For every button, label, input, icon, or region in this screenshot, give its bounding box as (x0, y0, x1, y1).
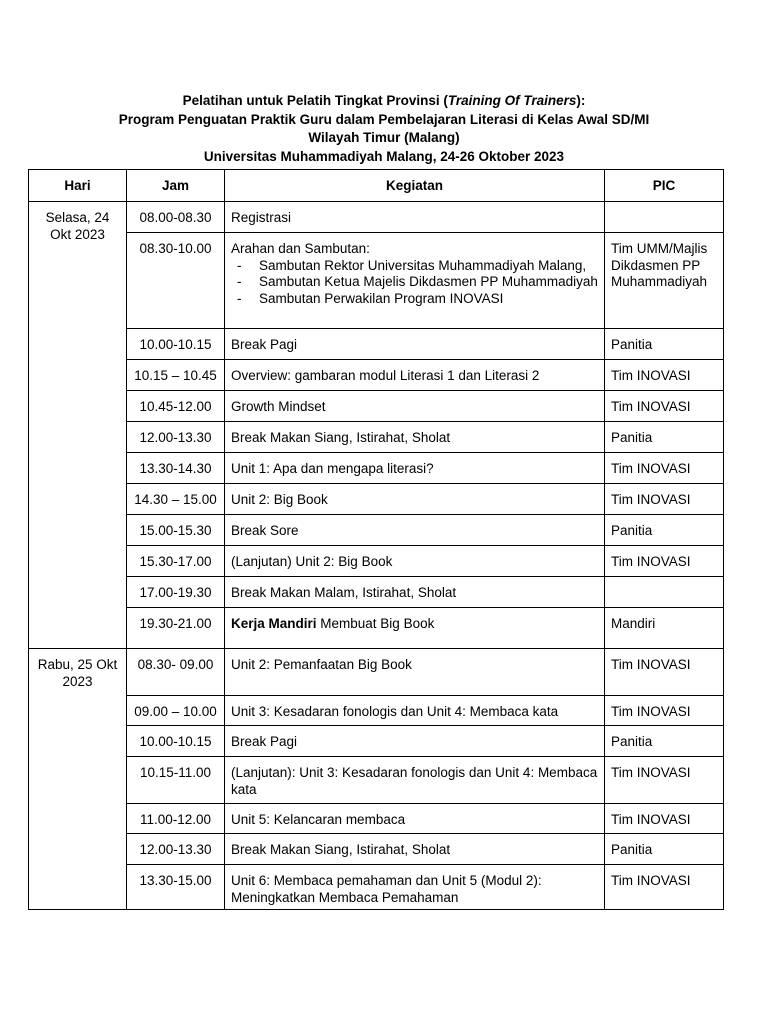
title-italic: Training Of Trainers (447, 93, 577, 108)
time-cell: 19.30-21.00 (127, 608, 225, 649)
time-cell: 15.30-17.00 (127, 546, 225, 577)
table-row (29, 726, 724, 757)
table-row (29, 696, 724, 726)
time-cell: 13.30-15.00 (127, 865, 225, 910)
activity-cell: Growth Mindset (225, 391, 605, 422)
time-cell: 10.00-10.15 (127, 726, 225, 757)
time-cell: 08.00-08.30 (127, 202, 225, 233)
pic-cell: Tim INOVASI (605, 696, 724, 726)
table-row (29, 360, 724, 391)
activity-cell: (Lanjutan) Unit 2: Big Book (225, 546, 605, 577)
time-cell: 13.30-14.30 (127, 453, 225, 484)
pic-cell: Mandiri (605, 608, 724, 649)
activity-cell: Unit 2: Big Book (225, 484, 605, 515)
activity-cell: Unit 3: Kesadaran fonologis dan Unit 4: Membaca kata (225, 696, 605, 726)
time-cell: 08.30- 09.00 (127, 649, 225, 696)
pic-cell: Tim INOVASI (605, 360, 724, 391)
time-cell: 09.00 – 10.00 (127, 696, 225, 726)
time-cell: 10.45-12.00 (127, 391, 225, 422)
col-header-jam: Jam (127, 170, 225, 202)
table-row (29, 233, 724, 329)
activity-cell: Break Pagi (225, 329, 605, 360)
table-row (29, 202, 724, 233)
table-header-row (29, 170, 724, 202)
activity-heading: Arahan dan Sambutan: (231, 241, 370, 256)
activity-cell: Unit 6: Membaca pemahaman dan Unit 5 (Modul 2): Meningkatkan Membaca Pemahaman (225, 865, 605, 910)
activity-cell (225, 233, 605, 329)
table-row (29, 391, 724, 422)
time-cell: 12.00-13.30 (127, 422, 225, 453)
title-line-1: Pelatihan untuk Pelatih Tingkat Provinsi (Training Of Trainers): (182, 93, 586, 108)
pic-cell: Panitia (605, 726, 724, 757)
col-header-pic: PIC (605, 170, 724, 202)
day-cell: Rabu, 25 Okt 2023 (29, 649, 127, 910)
pic-cell (605, 577, 724, 608)
table-row (29, 804, 724, 834)
day-cell: Selasa, 24 Okt 2023 (29, 202, 127, 649)
table-row (29, 577, 724, 608)
pic-cell: Tim INOVASI (605, 453, 724, 484)
pic-cell: Panitia (605, 422, 724, 453)
list-item: - Sambutan Rektor Universitas Muhammadiyah Malang, (231, 258, 598, 275)
col-header-kegiatan: Kegiatan (225, 170, 605, 202)
activity-cell: Kerja Mandiri Membuat Big Book (225, 608, 605, 649)
table-row (29, 865, 724, 910)
activity-cell: Break Pagi (225, 726, 605, 757)
table-row (29, 757, 724, 804)
pic-cell: Panitia (605, 834, 724, 865)
title-line-3: Wilayah Timur (Malang) (308, 130, 460, 145)
time-cell: 17.00-19.30 (127, 577, 225, 608)
pic-cell: Tim INOVASI (605, 649, 724, 696)
time-cell: 10.15-11.00 (127, 757, 225, 804)
time-cell: 10.15 – 10.45 (127, 360, 225, 391)
activity-bold-text: Kerja Mandiri (231, 616, 317, 631)
table-row (29, 608, 724, 649)
pic-cell: Tim INOVASI (605, 484, 724, 515)
time-cell: 12.00-13.30 (127, 834, 225, 865)
pic-cell: Tim INOVASI (605, 546, 724, 577)
title-line-2: Program Penguatan Praktik Guru dalam Pembelajaran Literasi di Kelas Awal SD/MI (118, 111, 650, 127)
pic-cell: Tim INOVASI (605, 757, 724, 804)
time-cell: 10.00-10.15 (127, 329, 225, 360)
table-row (29, 484, 724, 515)
pic-cell: Tim INOVASI (605, 804, 724, 834)
pic-cell: Panitia (605, 515, 724, 546)
activity-cell: Unit 2: Pemanfaatan Big Book (225, 649, 605, 696)
activity-cell: Unit 5: Kelancaran membaca (225, 804, 605, 834)
activity-cell: Registrasi (225, 202, 605, 233)
activity-cell: (Lanjutan): Unit 3: Kesadaran fonologis dan Unit 4: Membaca kata (225, 757, 605, 804)
pic-cell (605, 202, 724, 233)
pic-cell: Tim UMM/Majlis Dikdasmen PP Muhammadiyah (605, 233, 724, 329)
activity-sub-list (231, 258, 598, 308)
pic-cell: Panitia (605, 329, 724, 360)
time-cell: 15.00-15.30 (127, 515, 225, 546)
activity-cell: Break Sore (225, 515, 605, 546)
table-row (29, 649, 724, 696)
table-row (29, 546, 724, 577)
col-header-hari: Hari (29, 170, 127, 202)
table-row (29, 515, 724, 546)
time-cell: 08.30-10.00 (127, 233, 225, 329)
pic-cell: Tim INOVASI (605, 391, 724, 422)
pic-cell: Tim INOVASI (605, 865, 724, 910)
table-row (29, 329, 724, 360)
title-line-4: Universitas Muhammadiyah Malang, 24-26 Oktober 2023 (203, 148, 565, 164)
time-cell: 11.00-12.00 (127, 804, 225, 834)
table-row (29, 834, 724, 865)
schedule-table (28, 169, 724, 910)
activity-cell: Break Makan Siang, Istirahat, Sholat (225, 834, 605, 865)
activity-cell: Break Makan Malam, Istirahat, Sholat (225, 577, 605, 608)
activity-cell: Break Makan Siang, Istirahat, Sholat (225, 422, 605, 453)
list-item: - Sambutan Ketua Majelis Dikdasmen PP Muhammadiyah (231, 274, 598, 291)
table-row (29, 422, 724, 453)
time-cell: 14.30 – 15.00 (127, 484, 225, 515)
activity-cell: Unit 1: Apa dan mengapa literasi? (225, 453, 605, 484)
table-row (29, 453, 724, 484)
activity-cell: Overview: gambaran modul Literasi 1 dan Literasi 2 (225, 360, 605, 391)
document-title (0, 92, 768, 166)
list-item: - Sambutan Perwakilan Program INOVASI (231, 291, 598, 308)
